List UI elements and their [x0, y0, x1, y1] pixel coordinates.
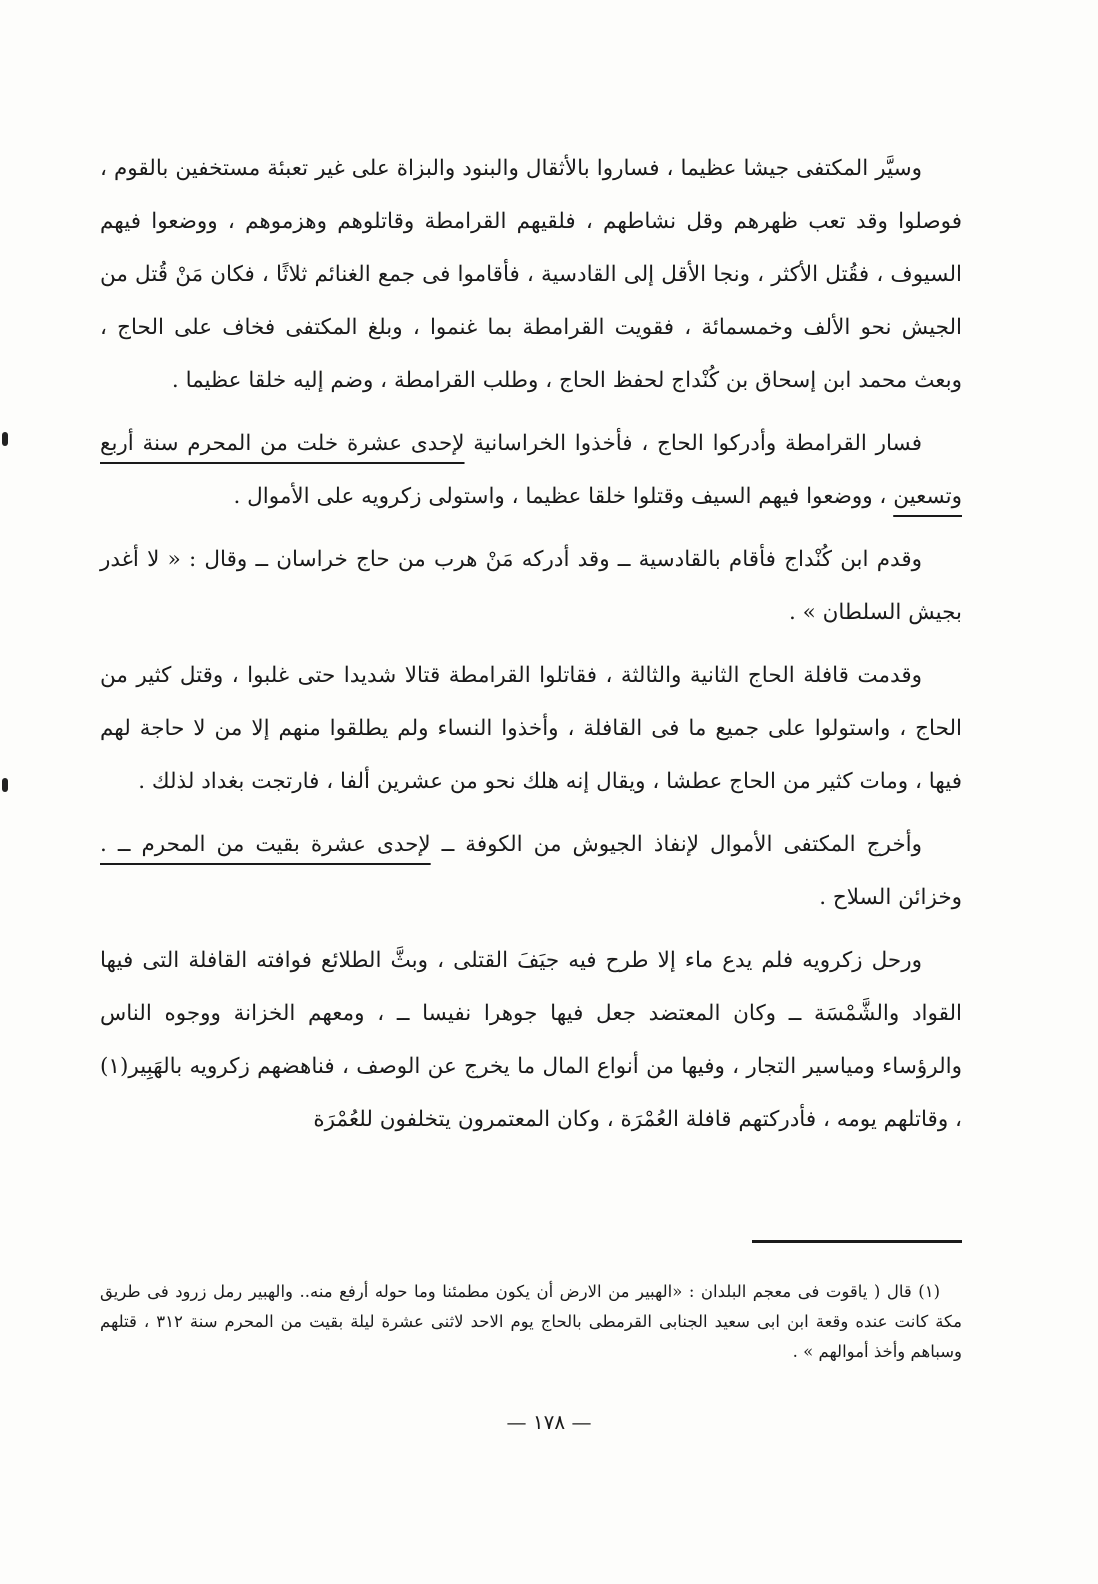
- footnote-text: (١) قال ( ياقوت فى معجم البلدان : «الهبير من الارض أن يكون مطمئنا وما حوله أرفع منه.. والهبير رمل زرود فى طريق مكة كانت عنده وقعة ابن ابى سعيد الجنابى القرمطى بالحاج يوم الاحد لاثنى عشرة ليلة بقيت من المحرم سنة ٣١٢ ، قتلهم وسباهم وأخذ أموالهم » .: [100, 1282, 962, 1361]
- footnote-separator: [752, 1240, 962, 1243]
- scan-mark: [2, 432, 8, 446]
- paragraph: [100, 533, 962, 639]
- underlined-date: لإحدى عشرة بقيت من المحرم ــ .: [100, 832, 431, 857]
- text-run: فسار القرامطة وأدركوا الحاج ، فأخذوا الخراسانية: [464, 431, 923, 456]
- scan-mark: [2, 778, 8, 792]
- paragraph: [100, 142, 962, 407]
- paragraph: [100, 649, 962, 808]
- page-number: — ١٧٨ —: [506, 1410, 592, 1434]
- text-run: وسيَّر المكتفى جيشا عظيما ، فساروا بالأثقال والبنود والبزاة على غير تعبئة مستخفين بالقوم ، فوصلوا وقد تعب ظهرهم وقل نشاطهم ، فلقيهم القرامطة وقاتلوهم وهزموهم ، ووضعوا فيهم السيوف ، فقُتل الأكثر ، ونجا الأقل إلى القادسية ، فأقاموا فى جمع الغنائم ثلاثًا ، فكان مَنْ قُتل من الجيش نحو الألف وخمسمائة ، فقويت القرامطة بما غنموا ، وبلغ المكتفى فخاف على الحاج ، وبعث محمد ابن إسحاق بن كُنْداج لحفظ الحاج ، وطلب القرامطة ، وضم إليه خلقا عظيما .: [100, 156, 963, 393]
- paragraph: [100, 818, 962, 924]
- main-text: [100, 142, 962, 1146]
- text-run: وأخرج المكتفى الأموال لإنفاذ الجيوش من الكوفة ــ: [430, 832, 923, 857]
- text-run: ورحل زكرويه فلم يدع ماء إلا طرح فيه جيَفَ القتلى ، وبثَّ الطلائع فوافته القافلة التى فيها القواد والشَّمْسَة ــ وكان المعتضد جعل فيها جوهرا نفيسا ــ ، ومعهم الخزانة ووجوه الناس والرؤساء ومياسير التجار ، وفيها من أنواع المال ما يخرج عن الوصف ، فناهضهم زكرويه بالهَبِير(١) ، وقاتلهم يومه ، فأدركتهم قافلة العُمْرَة ، وكان المعتمرون يتخلفون للعُمْرَة: [100, 948, 962, 1132]
- text-run: وقدمت قافلة الحاج الثانية والثالثة ، فقاتلوا القرامطة قتالا شديدا حتى غلبوا ، وقتل كثير من الحاج ، واستولوا على جميع ما فى القافلة ، وأخذوا النساء ولم يطلقوا منهم إلا من لا حاجة لهم فيها ، ومات كثير من الحاج عطشا ، ويقال إنه هلك نحو من عشرين ألفا ، فارتجت بغداد لذلك .: [100, 663, 962, 794]
- paragraph: [100, 934, 962, 1146]
- text-run: وقدم ابن كُنْداج فأقام بالقادسية ــ وقد أدركه مَنْ هرب من حاج خراسان ــ وقال : « لا أغدر بجيش السلطان » .: [100, 547, 962, 625]
- underlined-date: لإحدى عشرة خلت من المحرم سنة أربع وتسعين: [100, 431, 962, 509]
- text-run: وخزائن السلاح .: [819, 885, 962, 910]
- paragraph: [100, 417, 962, 523]
- footnote: [100, 1277, 962, 1367]
- text-run: ، ووضعوا فيهم السيف وقتلوا خلقا عظيما ، واستولى زكرويه على الأموال .: [233, 484, 894, 509]
